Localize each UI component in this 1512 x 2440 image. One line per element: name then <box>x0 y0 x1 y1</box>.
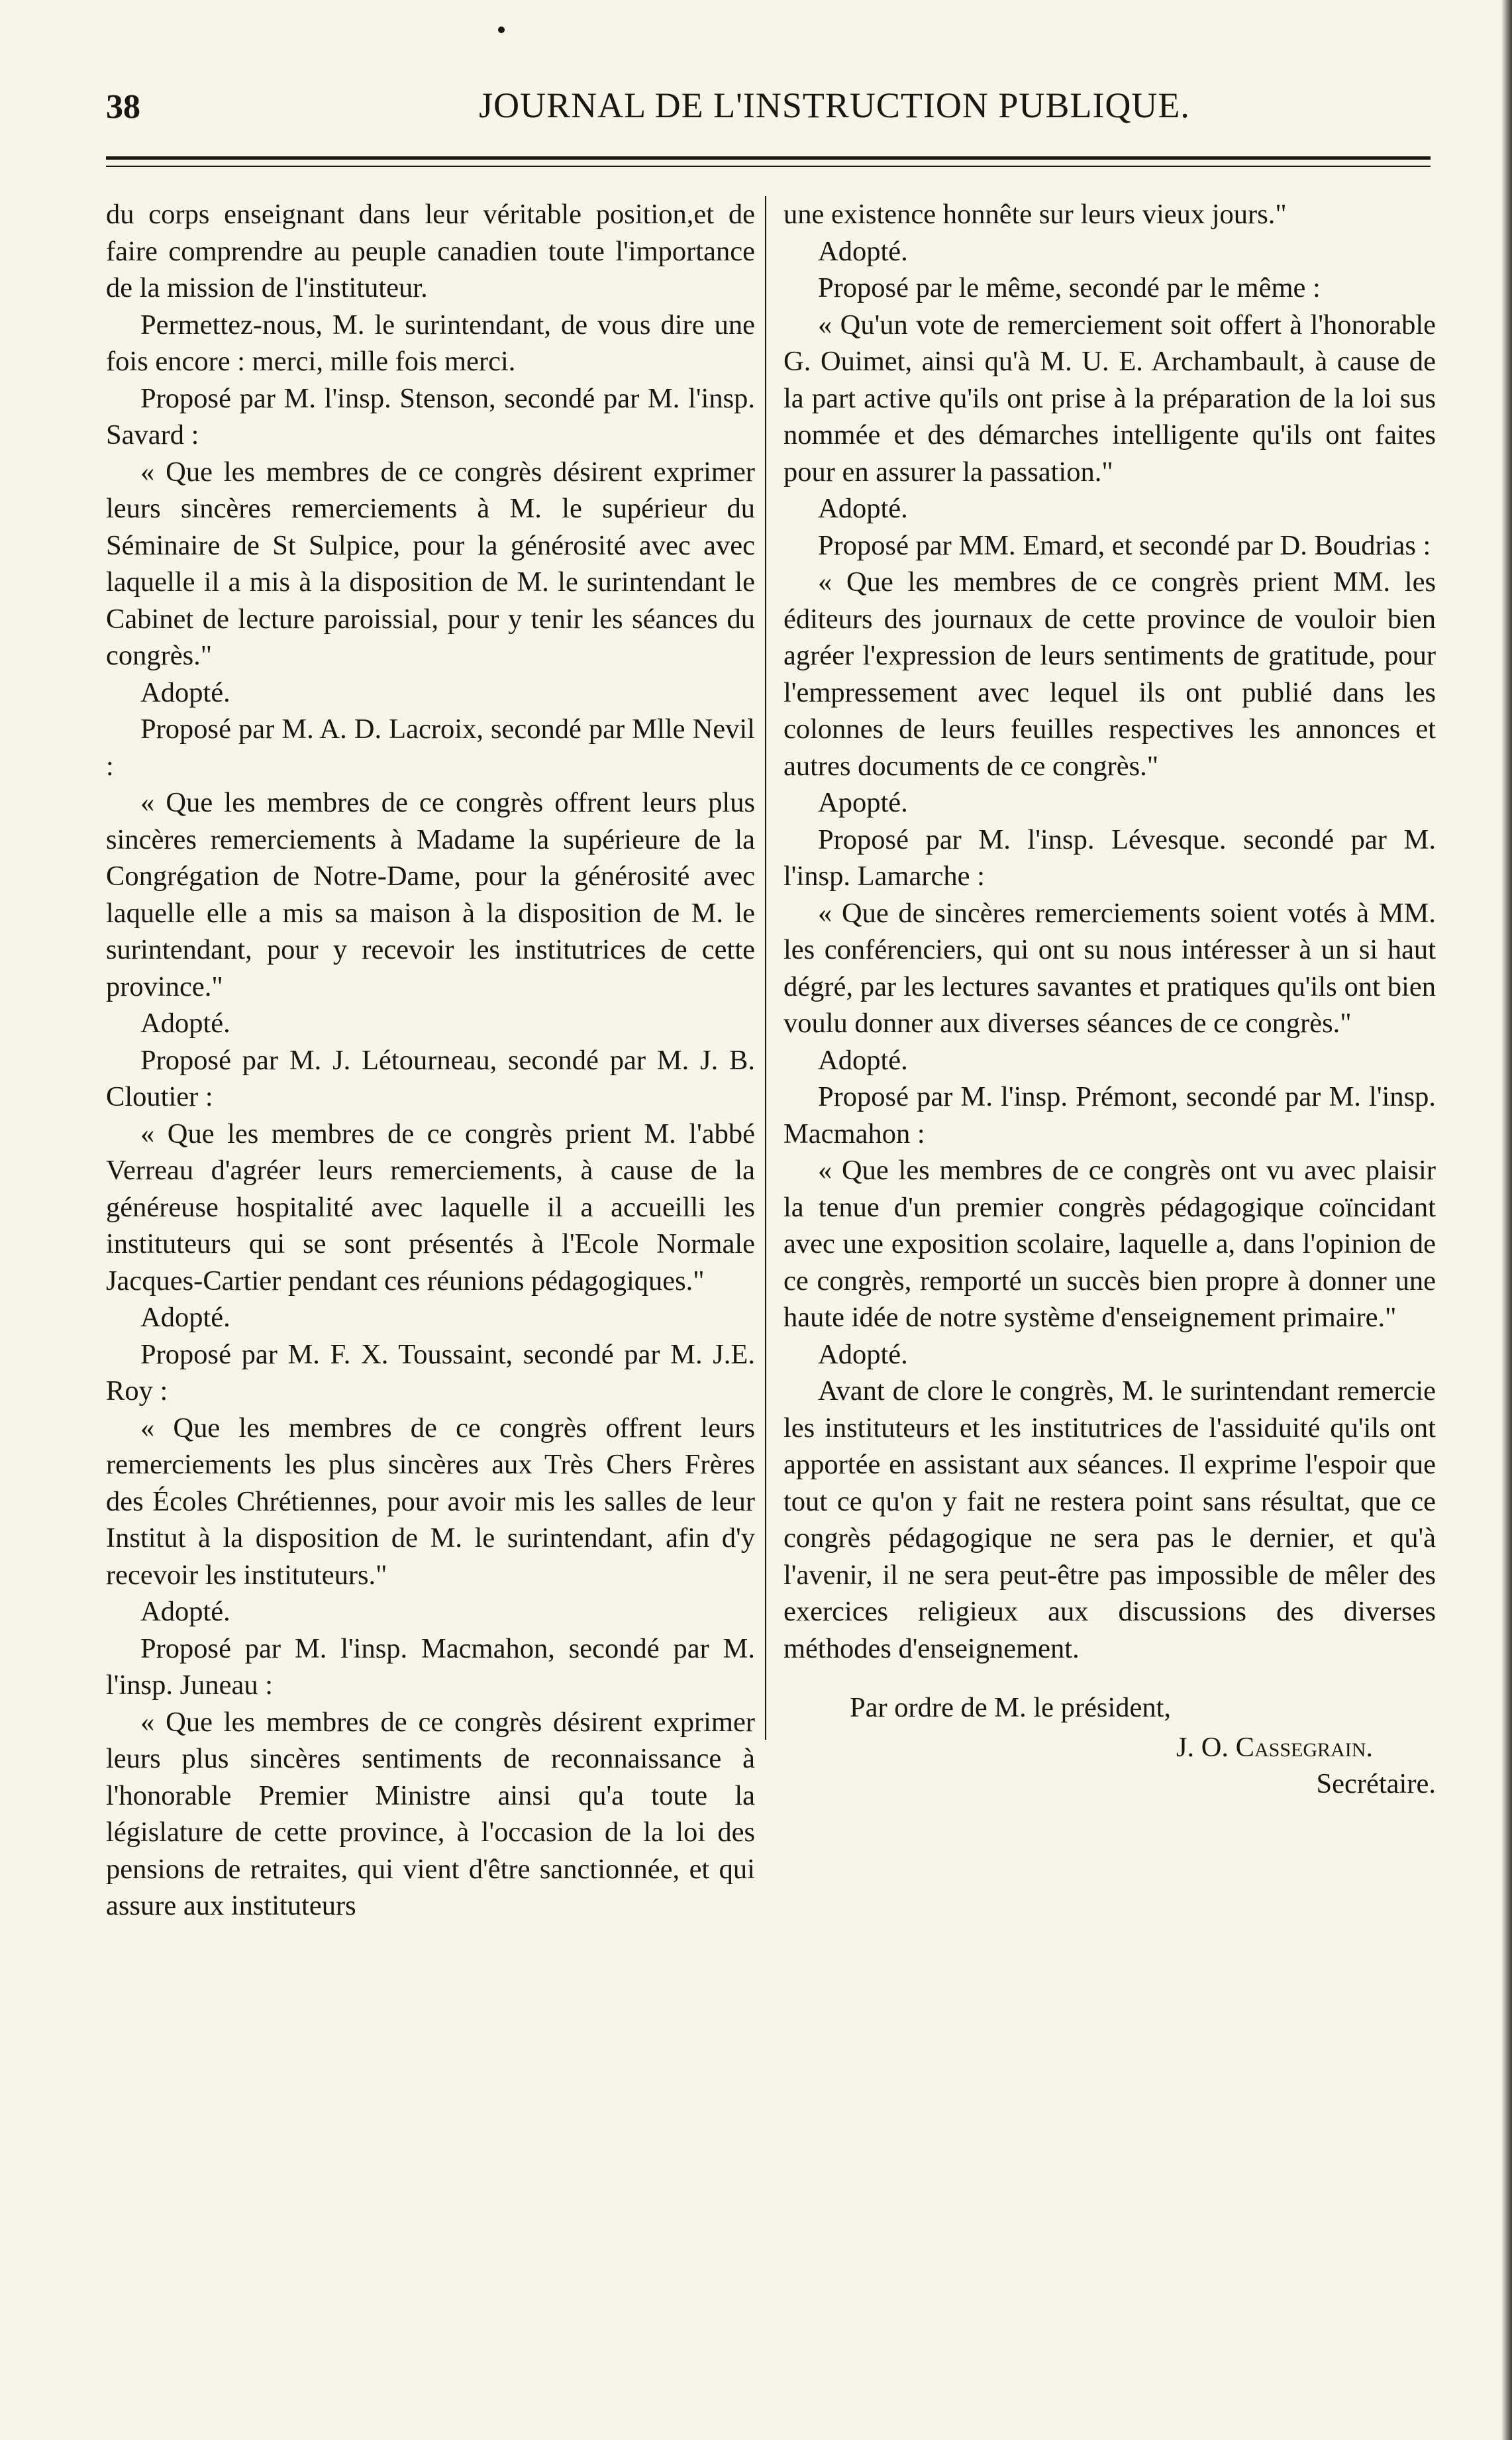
paragraph: Avant de clore le congrès, M. le surintendant remercie les instituteurs et les institutrices de l'assiduité qu'ils ont apportée en assistant aux séances. Il exprime l'espoir que tout ce qu'on y fait ne restera point sans résultat, que ce congrès pédagogique ne sera pas le dernier, et qu'à l'avenir, il ne sera peut-être pas impossible de mêler des exercices religieux aux discussions des diverses méthodes d'enseignement. <box>783 1375 1436 1664</box>
signature-order: Par ordre de M. le président, <box>850 1692 1172 1723</box>
paragraph: « Que les membres de ce congrès prient M. l'abbé Verreau d'agréer leurs remerciements, à cause de la généreuse hospitalité avec laquelle il a accueilli les instituteurs qui se sont présentés à l'Ecole Normale Jacques-Cartier pendant ces réunions pédagogiques." <box>106 1118 755 1297</box>
paragraph: Adopté. <box>818 1338 908 1370</box>
paragraph: Adopté. <box>140 676 230 708</box>
right-column <box>783 196 1436 1799</box>
paragraph: « Que les membres de ce congrès désirent exprimer leurs sincères remerciements à M. le supérieur du Séminaire de St Sulpice, pour la générosité avec avec laquelle il a mis à la disposition de M. le surintendant le Cabinet de lecture paroissial, pour y tenir les séances du congrès." <box>106 456 755 671</box>
header-rule-thin <box>106 166 1431 167</box>
paragraph: Proposé par M. F. X. Toussaint, secondé par M. J.E. Roy : <box>106 1338 755 1406</box>
paragraph: « Que les membres de ce congrès offrent leurs plus sincères remerciements à Madame la supérieure de la Congrégation de Notre-Dame, pour la générosité avec laquelle elle a mis sa maison à la disposition de M. le surintendant, pour y recevoir les institutrices de cette province." <box>106 787 755 1002</box>
paragraph: « Que les membres de ce congrès ont vu avec plaisir la tenue d'un premier congrès pédagogique coïncidant avec une exposition scolaire, laquelle a, dans l'opinion de ce congrès, remporté un succès bien propre à donner une haute idée de notre système d'enseignement primaire." <box>783 1155 1436 1333</box>
paragraph: Proposé par M. l'insp. Lévesque. secondé par M. l'insp. Lamarche : <box>783 823 1436 892</box>
paragraph: Proposé par M. l'insp. Macmahon, secondé par M. l'insp. Juneau : <box>106 1632 755 1701</box>
left-column <box>106 196 755 1921</box>
paragraph: Proposé par M. J. Létourneau, secondé par M. J. B. Cloutier : <box>106 1044 755 1112</box>
paragraph: Proposé par M. A. D. Lacroix, secondé par Mlle Nevil : <box>106 714 755 782</box>
header-rule-thick <box>106 156 1431 160</box>
page-header <box>106 78 1431 138</box>
signature-title: Secrétaire. <box>1316 1768 1436 1799</box>
paragraph: du corps enseignant dans leur véritable position,et de faire comprendre au peuple canadien toute l'importance de la mission de l'instituteur. <box>106 199 755 303</box>
paragraph: « Que les membres de ce congrès désirent exprimer leurs plus sincères sentiments de reconnaissance à l'honorable Premier Ministre ainsi qu'a toute la législature de cette province, à l'occasion de la loi des pensions de retraites, qui vient d'être sanctionnée, et qui assure aux instituteurs <box>106 1706 755 1921</box>
signature-name: J. O. Cassegrain. <box>1176 1731 1373 1763</box>
page-number: 38 <box>106 88 140 126</box>
paragraph: Adopté. <box>140 1008 230 1039</box>
paragraph: « Que de sincères remerciements soient votés à MM. les conférenciers, qui ont su nous intéresser à un si haut dégré, par les lectures savantes et pratiques qu'ils ont bien voulu donner aux diverses séances de ce congrès." <box>783 897 1436 1039</box>
paragraph: Proposé par le même, secondé par le même : <box>818 272 1321 303</box>
paragraph: Proposé par M. l'insp. Prémont, secondé par M. l'insp. Macmahon : <box>783 1081 1436 1149</box>
paragraph: « Qu'un vote de remerciement soit offert à l'honorable G. Ouimet, ainsi qu'à M. U. E. Archambault, à cause de la part active qu'ils ont prise à la préparation de la loi sus nommée et des démarches intelligente qu'ils ont faites pour en assurer la passation." <box>783 309 1436 488</box>
page-edge-shadow <box>1501 0 1512 2440</box>
paragraph: Adopté. <box>140 1596 230 1627</box>
paragraph: Proposé par MM. Emard, et secondé par D. Boudrias : <box>818 529 1431 561</box>
paragraph: une existence honnête sur leurs vieux jours." <box>783 199 1287 230</box>
paragraph: « Que les membres de ce congrès offrent leurs remerciements les plus sincères aux Très Chers Frères des Écoles Chrétiennes, pour avoir mis les salles de leur Institut à la disposition de M. le surintendant, afin d'y recevoir les instituteurs." <box>106 1412 755 1591</box>
paragraph: « Que les membres de ce congrès prient MM. les éditeurs des journaux de cette province de vouloir bien agréer l'expression de leurs sentiments de gratitude, pour l'empressement avec lequel ils ont publié dans les colonnes de leurs feuilles respectives les annonces et autres documents de ce congrès." <box>783 566 1436 782</box>
print-speck <box>498 27 505 33</box>
paragraph: Permettez-nous, M. le surintendant, de vous dire une fois encore : merci, mille fois merci. <box>106 309 755 377</box>
paragraph: Proposé par M. l'insp. Stenson, secondé par M. l'insp. Savard : <box>106 382 755 451</box>
paragraph: Adopté. <box>140 1302 230 1333</box>
paragraph: Adopté. <box>818 1044 908 1076</box>
column-divider <box>765 196 766 1740</box>
paragraph: Adopté. <box>818 493 908 524</box>
paragraph: Adopté. <box>818 235 908 267</box>
running-title: JOURNAL DE L'INSTRUCTION PUBLIQUE. <box>479 85 1190 125</box>
right-column-body <box>783 196 1436 1667</box>
paragraph: Apopté. <box>818 787 908 818</box>
